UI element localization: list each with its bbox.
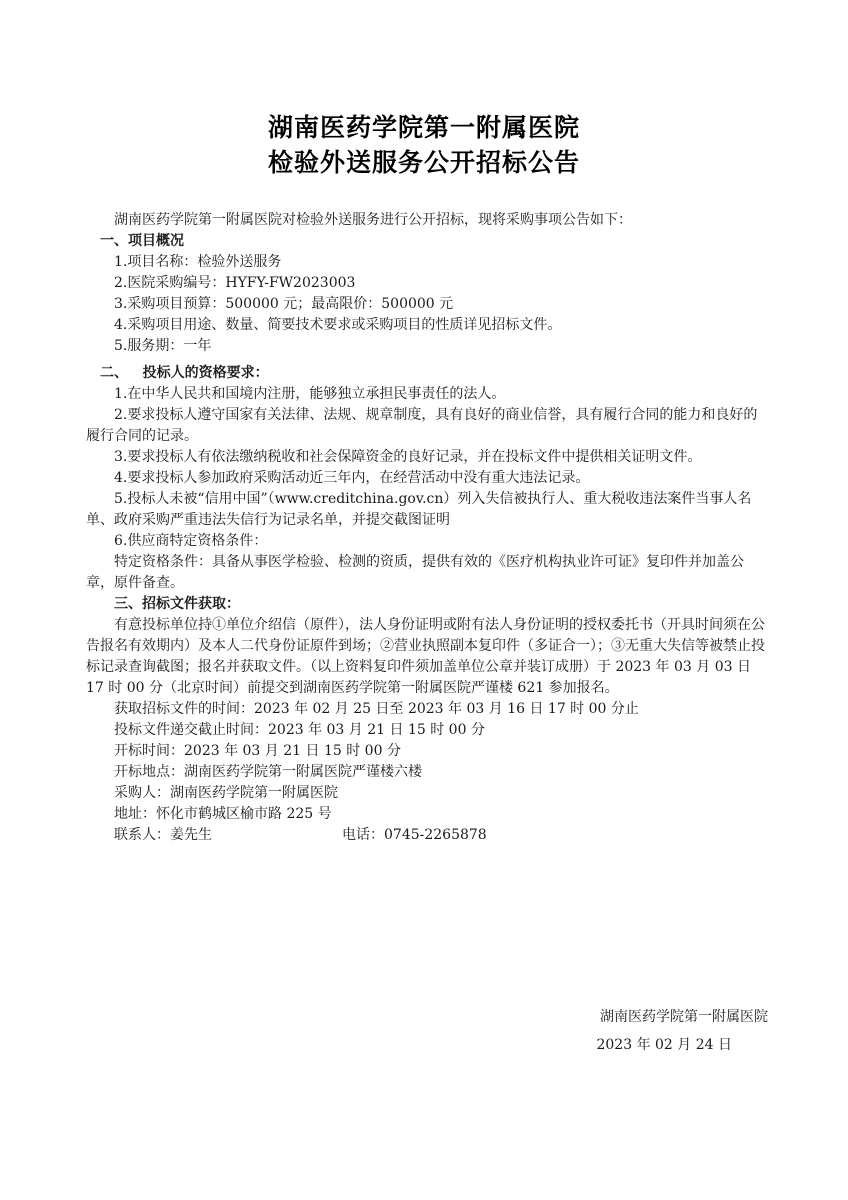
section2-item: 4.要求投标人参加政府采购活动近三年内，在经营活动中没有重大违法记录。 — [114, 470, 590, 486]
section3-line: 获取招标文件的时间：2023 年 02 月 25 日至 2023 年 03 月 16 日 17 时 00 分止 — [114, 701, 639, 717]
section2-item: 2.要求投标人遵守国家有关法律、法规、规章制度，具有良好的商业信誉，具有履行合同的能力和良好的履行合同的记录。 — [86, 407, 758, 444]
contact-row — [86, 825, 766, 846]
section3-line: 开标地点：湖南医药学院第一附属医院严谨楼六楼 — [114, 764, 422, 780]
section3-line: 地址：怀化市鹤城区榆市路 225 号 — [114, 806, 332, 822]
section3-line: 开标时间：2023 年 03 月 21 日 15 时 00 分 — [114, 743, 401, 759]
section2-item: 3.要求投标人有依法缴纳税收和社会保障资金的良好记录，并在投标文件中提供相关证明文件。 — [114, 449, 702, 465]
section1-heading: 一、项目概况 — [100, 233, 184, 249]
section1-item: 3.采购项目预算：500000 元；最高限价：500000 元 — [114, 296, 454, 312]
section1-item: 1.项目名称：检验外送服务 — [114, 254, 282, 270]
section2-item: 6.供应商特定资格条件： — [114, 533, 268, 549]
document-title-line2: 检验外送服务公开招标公告 — [267, 148, 580, 177]
section3-line: 采购人：湖南医药学院第一附属医院 — [114, 785, 338, 801]
contact-person: 联系人：姜先生 — [114, 827, 212, 843]
section3-paragraph: 有意投标单位持①单位介绍信（原件），法人身份证明或附有法人身份证明的授权委托书（开具时间须在公告报名有效期内）及本人二代身份证原件到场；②营业执照副本复印件（多证合一）；③无重大失信等被禁止投标记录查询截图；报名并获取文件。（以上资料复印件须加盖单位公章并装订成册）于 2023 年 03 月 03 日 17 时 00 分（北京时间）前提交到湖南医药学院第一附属医院严谨楼 621 参加报名。 — [86, 617, 765, 696]
section2-heading: 二、 投标人的资格要求： — [100, 365, 269, 381]
section3-line: 投标文件递交截止时间：2023 年 03 月 21 日 15 时 00 分 — [114, 722, 485, 738]
signature-org: 湖南医药学院第一附属医院 — [600, 1009, 768, 1025]
section2-item: 5.投标人未被“信用中国”（www.creditchina.gov.cn）列入失信被执行人、重大税收违法案件当事人名单、政府采购严重违法失信行为记录名单，并提交截图证明 — [86, 491, 752, 528]
section2-item: 特定资格条件：具备从事医学检验、检测的资质，提供有效的《医疗机构执业许可证》复印件并加盖公章，原件备查。 — [86, 554, 744, 591]
signature-date: 2023 年 02 月 24 日 — [596, 1037, 732, 1053]
document-title-line1: 湖南医药学院第一附属医院 — [267, 113, 580, 142]
intro-paragraph: 湖南医药学院第一附属医院对检验外送服务进行公开招标，现将采购事项公告如下： — [114, 212, 632, 228]
section1-item: 5.服务期：一年 — [114, 338, 212, 354]
contact-phone: 电话：0745-2265878 — [342, 827, 487, 843]
section2-item: 1.在中华人民共和国境内注册，能够独立承担民事责任的法人。 — [114, 386, 506, 402]
section1-item: 4.采购项目用途、数量、简要技术要求或采购项目的性质详见招标文件。 — [114, 317, 562, 333]
section1-item: 2.医院采购编号：HYFY-FW2023003 — [114, 275, 356, 291]
document-body — [86, 210, 766, 846]
section3-heading: 三、招标文件获取： — [114, 596, 240, 612]
